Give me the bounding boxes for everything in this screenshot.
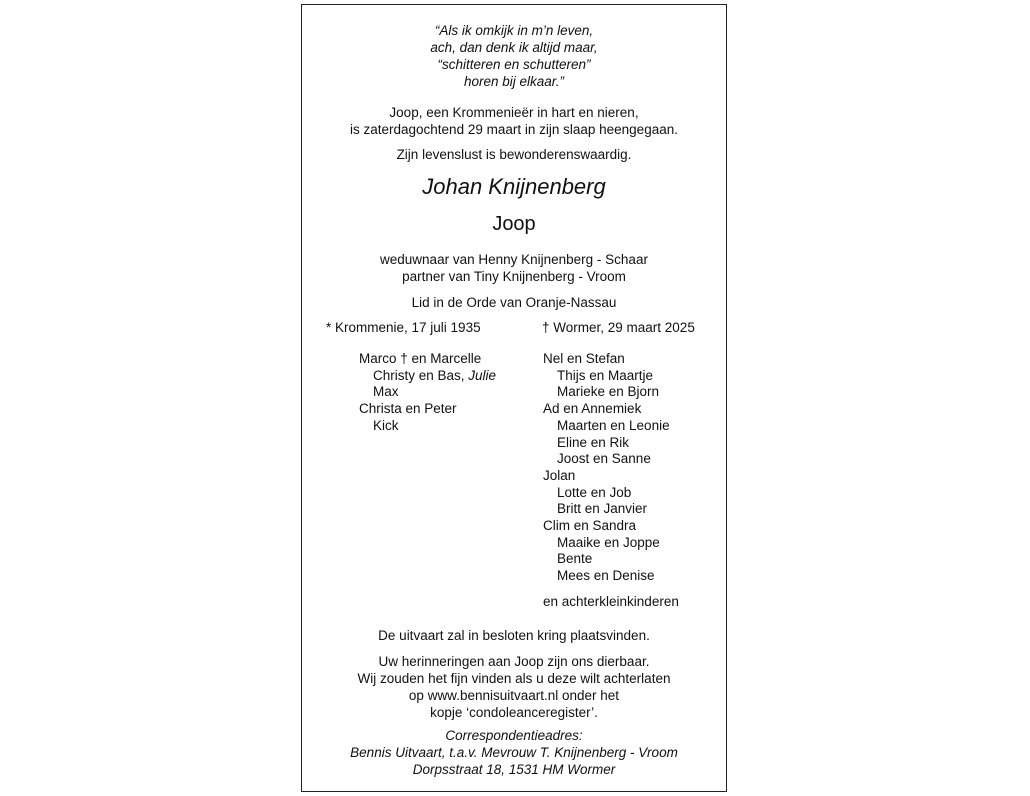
memories-text [302,653,726,721]
family-member: Kick [373,417,399,433]
family-member: Thijs en Maartje [557,367,654,383]
correspondence-line: Dorpsstraat 18, 1531 HM Wormer [412,762,616,777]
family-list-left [359,351,496,435]
family-member: Christa en Peter [359,401,457,417]
obituary-card [301,4,727,792]
family-member: Ad en Annemiek [543,401,642,417]
deceased-name: Johan Knijnenberg [422,174,606,199]
intro-line: Joop, een Krommenieër in hart en nieren, [389,105,639,120]
family-member: Max [373,384,399,400]
correspondence-address [302,727,726,778]
family-list-right [543,351,670,585]
great-grandchild-name: Julie [468,367,497,383]
family-member: Joost en Sanne [557,451,651,467]
family-member: Marieke en Bjorn [557,384,660,400]
zest-for-life-text: Zijn levenslust is bewonderenswaardig. [396,147,632,162]
family-member: Eline en Rik [557,434,630,450]
birth-info: * Krommenie, 17 juli 1935 [326,320,481,335]
family-member: Lotte en Job [557,484,632,500]
memories-line: Wij zouden het fijn vinden als u deze wilt achterlaten [357,671,671,686]
great-grandchildren-text: en achterkleinkinderen [543,594,679,609]
family-member: Christy en Bas, Julie [373,367,497,383]
intro-line: is zaterdagochtend 29 maart in zijn slaap heengegaan. [350,122,678,137]
family-member: Britt en Janvier [557,501,648,517]
family-member: Bente [557,551,593,567]
family-member: Clim en Sandra [543,518,637,534]
deceased-nickname: Joop [492,213,536,235]
poem-line: ach, dan denk ik altijd maar, [430,40,598,55]
funeral-notice: De uitvaart zal in besloten kring plaatsvinden. [378,628,650,643]
memories-line: kopje ‘condoleanceregister’. [430,705,598,720]
correspondence-line: Bennis Uitvaart, t.a.v. Mevrouw T. Knijnenberg - Vroom [350,745,678,760]
poem [302,22,726,90]
order-membership: Lid in de Orde van Oranje-Nassau [411,295,617,310]
intro-text [302,104,726,138]
family-member: Jolan [543,467,576,483]
family-member: Maaike en Joppe [557,534,660,550]
family-member: Nel en Stefan [543,351,625,366]
poem-line: horen bij elkaar.” [463,74,565,89]
family-member: Maarten en Leonie [557,417,670,433]
family-member: Mees en Denise [557,568,655,584]
memories-line: op www.bennisuitvaart.nl onder het [408,688,620,703]
poem-line: “Als ik omkijk in m’n leven, [434,23,594,38]
correspondence-line: Correspondentieadres: [445,728,583,743]
family-member: Marco † en Marcelle [359,351,482,366]
relation-line: weduwnaar van Henny Knijnenberg - Schaar [380,252,648,267]
relations [302,251,726,285]
death-info: † Wormer, 29 maart 2025 [542,320,695,335]
memories-line: Uw herinneringen aan Joop zijn ons dierbaar. [378,654,650,669]
relation-line: partner van Tiny Knijnenberg - Vroom [402,269,626,284]
poem-line: “schitteren en schutteren” [437,57,591,72]
